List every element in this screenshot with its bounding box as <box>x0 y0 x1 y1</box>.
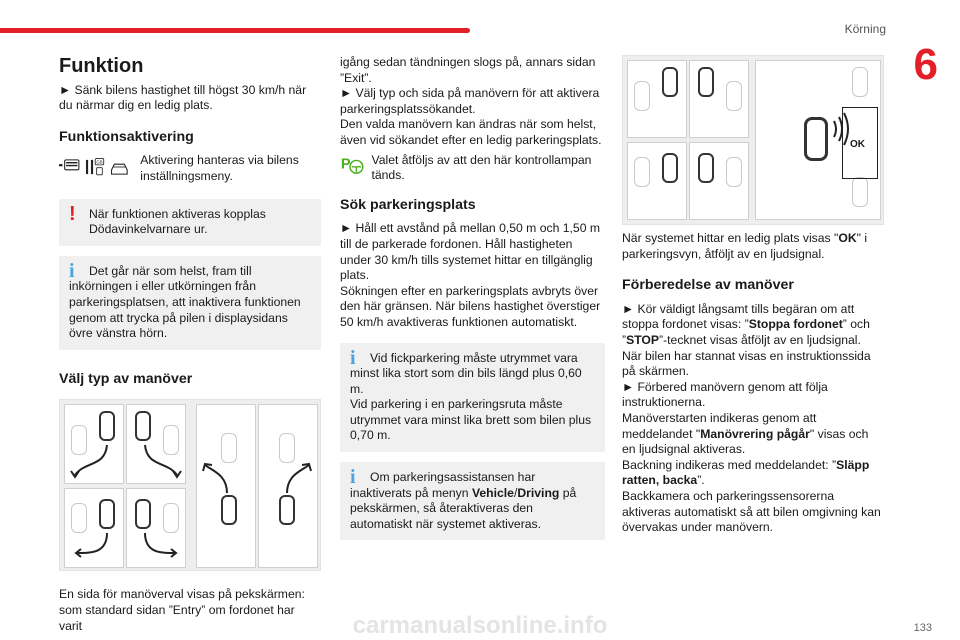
search-p2: Sökningen efter en parkeringsplats avbryts över den här gränsen. När bilens hastighet överstiger 50 km/h avaktiveras funktionen automatiskt. <box>340 283 601 329</box>
heading-activation: Funktionsaktivering <box>59 128 194 145</box>
activation-row <box>59 153 321 184</box>
intro-text: ► Sänk bilens hastighet till högst 30 km/h när du närmar dig en ledig plats. <box>59 82 307 113</box>
warning-note: ! När funktionen aktiveras kopplas Dödavinkelvarnare ur. <box>59 199 321 246</box>
heading-search: Sök parkeringsplats <box>340 196 476 213</box>
page-number: 133 <box>913 622 932 634</box>
heading-maneuver: Välj typ av manöver <box>59 370 193 387</box>
prep-p5: Backning indikeras med meddelandet: ”Släpp ratten, backa”. <box>622 457 870 488</box>
heading-funktion: Funktion <box>59 55 144 77</box>
info-icon: i <box>350 466 356 489</box>
prep-p2: När bilen har stannat visas en instruktionssida på skärmen. <box>622 348 871 379</box>
maneuver-angled-left[interactable] <box>64 488 124 568</box>
gb-badge: GB <box>96 159 103 165</box>
parking-view-diagram <box>622 55 884 225</box>
col2-p1: igång sedan tändningen slogs på, annars sidan ”Exit”. <box>340 55 596 85</box>
activation-text: Aktivering hanteras via bilens inställningsmeny. <box>140 153 299 183</box>
parking-lamp-icon <box>340 153 365 177</box>
ok-label: OK <box>850 139 865 150</box>
info-icon: i <box>69 259 75 282</box>
svg-text:P: P <box>340 156 351 173</box>
maneuver-angled-right[interactable] <box>126 488 186 568</box>
parking-view <box>755 60 881 220</box>
maneuver-exit-left[interactable] <box>196 404 256 568</box>
warning-icon: ! <box>69 202 76 225</box>
prep-p3: ► Förbered manövern genom att följa instruktionerna. <box>622 379 828 410</box>
section-title: Körning <box>844 22 886 36</box>
prep-p4: Manöverstarten indikeras genom att meddelandet "Manövrering pågår" visas och en ljudsignal aktiveras. <box>622 410 869 457</box>
col2-p2: ► Välj typ och sida på manövern för att aktivera parkeringsplatssökandet. <box>340 86 600 116</box>
column-2 <box>340 55 605 550</box>
found-text: När systemet hittar en ledig plats visas "OK" i parkeringsvyn, åtföljt av en ljudsignal. <box>622 231 868 261</box>
prep-p1: ► Kör väldigt långsamt tills begäran om att stoppa fordonet visas: ”Stoppa fordonet” och ”STOP”-tecknet visas åtföljt av en ljudsignal. <box>622 301 870 347</box>
heading-prep: Förberedelse av manöver <box>622 277 794 294</box>
info-note: i Det går när som helst, fram till inkörningen i eller utkörningen från parkeringsplatsen, att inaktivera funktionen genom att trycka på pilen i displaysidans övre vänstra hörn. <box>59 256 321 350</box>
maneuver-perpendicular-left[interactable] <box>64 404 124 484</box>
lamp-row <box>340 153 605 184</box>
diagram-caption: En sida för manöverval visas på pekskärmen: som standard sidan ”Entry” om fordonet har varit <box>59 587 305 633</box>
info-icon: i <box>350 346 356 369</box>
maneuver-exit-right[interactable] <box>258 404 318 568</box>
settings-icons <box>59 153 134 181</box>
header-accent-bar <box>0 28 470 33</box>
info-note-dimensions: i Vid fickparkering måste utrymmet vara minst lika stort som din bils längd plus 0,60 m. Vid parkering i en parkeringsruta måste utrymmet vara minst lika brett som bilen plus 0,70 m. <box>340 343 605 453</box>
column-1 <box>59 55 321 634</box>
toggles-icon <box>86 160 93 174</box>
lamp-text: Valet åtföljs av att den här kontrollampan tänds. <box>371 152 592 183</box>
maneuver-diagram <box>59 399 321 571</box>
watermark: carmanualsonline.info <box>352 612 608 639</box>
col2-p3: Den valda manövern kan ändras när som helst, även vid sökandet efter en ledig parkeringsplats. <box>340 117 602 147</box>
info-note-reactivation: i Om parkeringsassistansen har inaktiverats på menyn Vehicle/Driving på pekskärmen, så återaktiveras den automatiskt när systemet aktiveras. <box>340 462 605 540</box>
maneuver-perpendicular-right[interactable] <box>126 404 186 484</box>
column-3 <box>622 55 884 536</box>
chapter-number: 6 <box>913 40 938 89</box>
prep-p6: Backkamera och parkeringssensorerna aktiveras automatiskt så att bilen omgivning kan övervakas under manövern. <box>622 488 881 535</box>
search-p1: ► Håll ett avstånd på mellan 0,50 m och 1,50 m till de parkerade fordonen. Håll hastigheten under 30 km/h tills systemet hittar en tillgänglig plats. <box>340 221 601 283</box>
